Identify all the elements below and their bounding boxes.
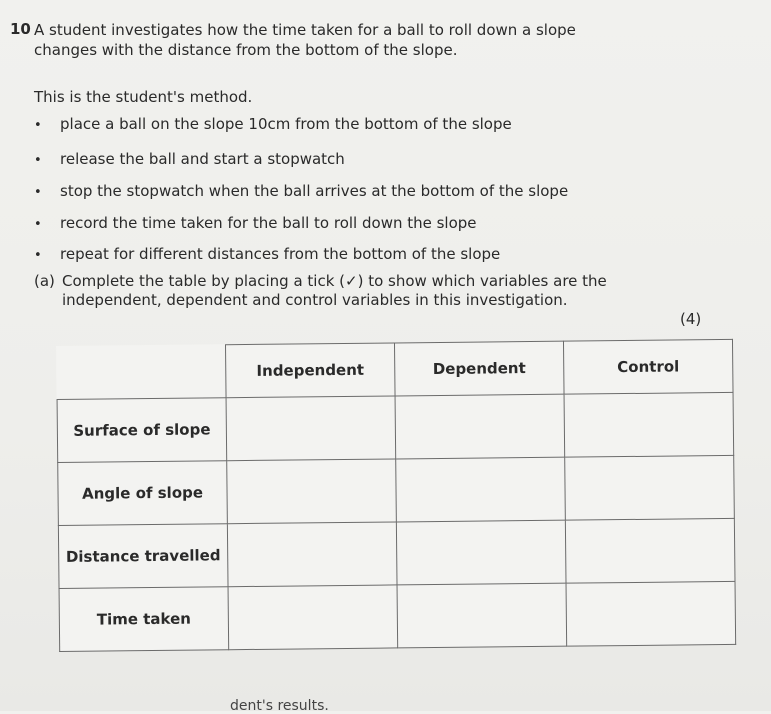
bullet-icon: • [34, 248, 42, 263]
method-step-text: place a ball on the slope 10cm from the bottom of the slope [60, 115, 512, 133]
column-header-control: Control [563, 339, 733, 394]
method-step [34, 182, 654, 200]
row-header-surface: Surface of slope [57, 398, 227, 463]
bullet-icon: • [34, 185, 42, 200]
footer-fragment: dent's results. [230, 698, 329, 714]
tick-cell-independent[interactable] [226, 396, 396, 461]
tick-cell-control[interactable] [564, 392, 734, 457]
table-row [58, 518, 735, 588]
tick-cell-control[interactable] [566, 581, 736, 646]
tick-cell-independent[interactable] [227, 459, 397, 524]
tick-cell-independent[interactable] [228, 585, 398, 650]
method-step [34, 214, 654, 232]
method-step [34, 245, 654, 263]
method-step [34, 115, 654, 133]
question-number: 10 [10, 20, 31, 38]
question-intro: A student investigates how the time taken for a ball to roll down a slope changes with the distance from the bottom of the slope. [34, 21, 576, 59]
table-row [58, 455, 735, 525]
bullet-icon: • [34, 217, 42, 232]
bullet-icon: • [34, 118, 42, 133]
table-row [57, 392, 734, 462]
table-row [59, 581, 736, 651]
method-step-text: repeat for different distances from the bottom of the slope [60, 245, 501, 263]
method-step [34, 150, 654, 168]
row-header-angle: Angle of slope [58, 461, 228, 526]
method-step-text: release the ball and start a stopwatch [60, 150, 345, 168]
tick-cell-dependent[interactable] [396, 520, 566, 585]
variables-table [56, 339, 736, 652]
method-step-text: stop the stopwatch when the ball arrives at the bottom of the slope [60, 182, 569, 200]
part-a [34, 272, 654, 310]
marks-label: (4) [680, 310, 702, 328]
bullet-icon: • [34, 153, 42, 168]
tick-cell-control[interactable] [565, 518, 735, 583]
tick-cell-dependent[interactable] [397, 583, 567, 648]
tick-cell-dependent[interactable] [396, 457, 566, 522]
table-corner-cell [57, 345, 227, 400]
row-header-distance: Distance travelled [58, 524, 228, 589]
tick-cell-independent[interactable] [227, 522, 397, 587]
tick-cell-dependent[interactable] [395, 394, 565, 459]
column-header-independent: Independent [225, 343, 395, 398]
row-header-time: Time taken [59, 587, 229, 652]
method-heading: This is the student's method. [34, 88, 253, 106]
part-a-text: Complete the table by placing a tick (✓) to show which variables are the independent, dependent and control variables in this investigation. [62, 272, 607, 309]
column-header-dependent: Dependent [394, 341, 564, 396]
tick-cell-control[interactable] [565, 455, 735, 520]
method-step-text: record the time taken for the ball to roll down the slope [60, 214, 477, 232]
table-header-row [57, 339, 734, 399]
part-a-label: (a) [34, 272, 55, 290]
